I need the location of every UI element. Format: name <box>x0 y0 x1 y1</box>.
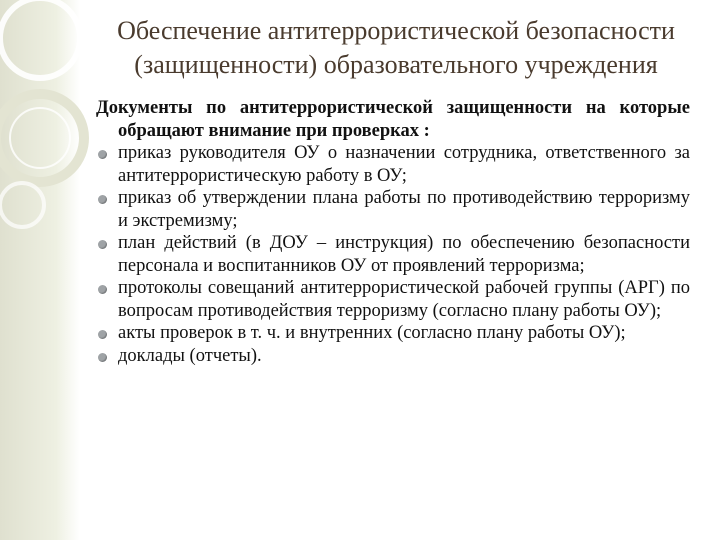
list-item-text: план действий (в ДОУ – инструкция) по обеспечению безопасности персонала и воспитанников ОУ от проявлений терроризма; <box>118 233 690 276</box>
list-item-text: протоколы совещаний антитеррористической рабочей группы (АРГ) по вопросам противодействия терроризму (согласно плану работы ОУ); <box>118 278 690 321</box>
list-item <box>96 277 690 322</box>
bullet-icon <box>98 150 107 159</box>
list-item <box>96 322 690 345</box>
list-item-text: акты проверок в т. ч. и внутренних (согласно плану работы ОУ); <box>118 323 626 343</box>
bullet-icon <box>98 195 107 204</box>
bullet-icon <box>98 353 107 362</box>
intro-heading: Документы по антитеррористической защищенности на которые обращают внимание при проверках : <box>96 98 690 141</box>
list-item <box>96 345 690 368</box>
list-item-text: приказ об утверждении плана работы по противодействию терроризму и экстремизму; <box>118 188 690 231</box>
title-line-2: (защищенности) образовательного учреждения <box>134 50 658 79</box>
list-item-text: приказ руководителя ОУ о назначении сотрудника, ответственного за антитеррористическую работу в ОУ; <box>118 143 690 186</box>
slide-title <box>88 14 704 82</box>
list-item <box>96 142 690 187</box>
list-item <box>96 232 690 277</box>
list-item <box>96 187 690 232</box>
bullet-icon <box>98 330 107 339</box>
list-item-text: доклады (отчеты). <box>118 345 262 366</box>
title-line-1: Обеспечение антитеррористической безопасности <box>117 16 675 45</box>
slide-content <box>96 97 690 367</box>
bullet-icon <box>98 240 107 249</box>
bullet-icon <box>98 285 107 294</box>
document-list <box>96 142 690 367</box>
